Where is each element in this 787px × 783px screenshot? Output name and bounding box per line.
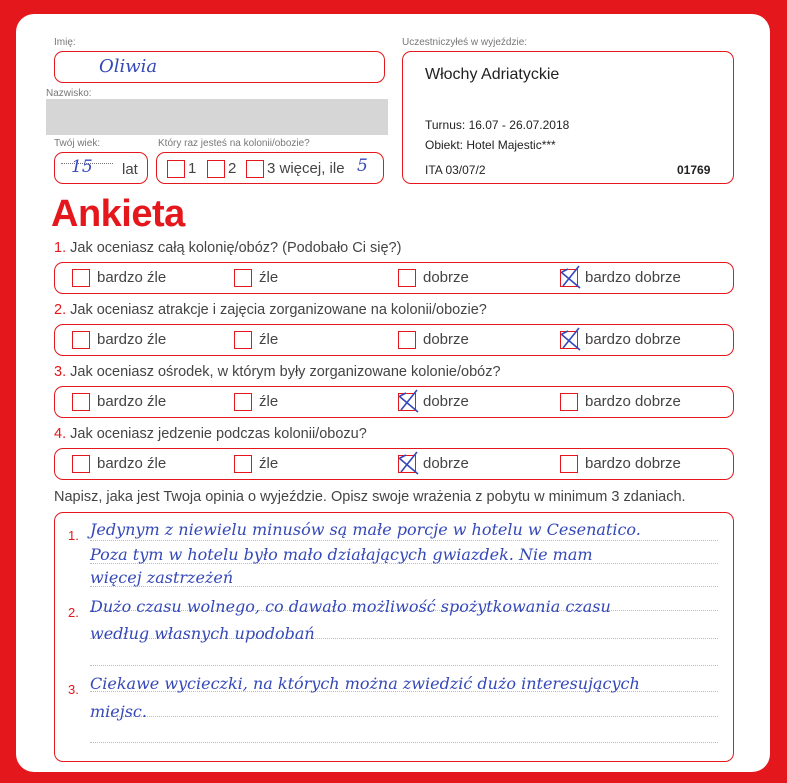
survey-title: Ankieta	[51, 193, 185, 235]
checkmark-x-icon	[397, 388, 421, 414]
age-unit: lat	[122, 161, 138, 178]
trip-info-box	[402, 51, 734, 184]
times-1-label: 1	[188, 160, 197, 177]
opinion-number: 1.	[68, 528, 79, 543]
question-2	[54, 302, 487, 318]
q3-option-c-label: dobrze	[423, 393, 469, 410]
question-number: 4.	[54, 426, 67, 442]
question-text: Jak oceniasz atrakcje i zajęcia zorganizowane na kolonii/obozie?	[70, 302, 487, 318]
writing-line	[90, 716, 718, 717]
q3-option-d-label: bardzo dobrze	[585, 393, 681, 410]
question-text: Jak oceniasz ośrodek, w którym były zorganizowane kolonie/obóz?	[70, 364, 501, 380]
q1-option-c-label: dobrze	[423, 269, 469, 286]
question-number: 1.	[54, 240, 67, 256]
question-3	[54, 364, 501, 380]
name-field[interactable]	[54, 51, 385, 83]
name-value: Oliwia	[99, 56, 158, 77]
question-4	[54, 426, 367, 442]
opinion-handwritten-line: Poza tym w hotelu było mało działających gwiazdek. Nie mam	[90, 545, 593, 564]
opinion-number: 2.	[68, 605, 79, 620]
q1-option-a-label: bardzo źle	[97, 269, 167, 286]
writing-line	[90, 742, 718, 743]
q3-option-a-checkbox[interactable]	[72, 393, 90, 411]
opinion-handwritten-line: Ciekawe wycieczki, na których można zwiedzić dużo interesujących	[90, 674, 640, 693]
name-label: Imię:	[54, 37, 76, 48]
question-text: Jak oceniasz jedzenie podczas kolonii/obozu?	[70, 426, 367, 442]
q3-option-d-checkbox[interactable]	[560, 393, 578, 411]
surname-label: Nazwisko:	[46, 88, 92, 99]
age-value: 15	[71, 157, 93, 177]
q3-option-b-label: źle	[259, 393, 279, 410]
q4-option-b-label: źle	[259, 455, 279, 472]
times-3-checkbox[interactable]	[246, 160, 264, 178]
surname-redacted	[46, 99, 388, 135]
trip-code: ITA 03/07/2	[425, 163, 486, 177]
q4-option-a-label: bardzo źle	[97, 455, 167, 472]
times-count: 5	[357, 156, 368, 176]
q2-option-c-checkbox[interactable]	[398, 331, 416, 349]
q3-option-b-checkbox[interactable]	[234, 393, 252, 411]
opinion-handwritten-line: więcej zastrzeżeń	[90, 568, 234, 587]
participant-label: Uczestniczyłeś w wyjeździe:	[402, 37, 528, 48]
opinion-prompt: Napisz, jaka jest Twoja opinia o wyjeździe. Opisz swoje wrażenia z pobytu w minimum 3 zdaniach.	[54, 489, 686, 505]
trip-obiekt: Obiekt: Hotel Majestic***	[425, 138, 556, 152]
q1-option-a-checkbox[interactable]	[72, 269, 90, 287]
camp-times-label: Który raz jesteś na kolonii/obozie?	[158, 138, 310, 149]
opinion-handwritten-line: Dużo czasu wolnego, co dawało możliwość spożytkowania czasu	[90, 597, 611, 616]
question-number: 2.	[54, 302, 67, 318]
q1-option-c-checkbox[interactable]	[398, 269, 416, 287]
opinion-handwritten-line: Jedynym z niewielu minusów są małe porcje w hotelu w Cesenatico.	[90, 520, 641, 539]
question-text: Jak oceniasz całą kolonię/obóz? (Podobało Ci się?)	[70, 240, 402, 256]
question-number: 3.	[54, 364, 67, 380]
opinion-handwritten-line: miejsc.	[90, 702, 147, 721]
trip-turnus: Turnus: 16.07 - 26.07.2018	[425, 118, 570, 132]
writing-line	[90, 540, 718, 541]
q1-option-b-label: źle	[259, 269, 279, 286]
q3-option-a-label: bardzo źle	[97, 393, 167, 410]
age-field[interactable]	[54, 152, 148, 184]
writing-line	[90, 665, 718, 666]
camp-times-field	[156, 152, 384, 184]
q2-option-d-checkbox[interactable]	[560, 331, 578, 349]
times-1-checkbox[interactable]	[167, 160, 185, 178]
question-1	[54, 240, 401, 256]
times-3-label: 3 więcej, ile	[267, 160, 345, 177]
q2-option-d-label: bardzo dobrze	[585, 331, 681, 348]
q1-option-d-checkbox[interactable]	[560, 269, 578, 287]
opinion-handwritten-line: według własnych upodobań	[90, 624, 315, 643]
opinion-number: 3.	[68, 682, 79, 697]
q4-option-d-label: bardzo dobrze	[585, 455, 681, 472]
q2-option-a-label: bardzo źle	[97, 331, 167, 348]
q2-option-a-checkbox[interactable]	[72, 331, 90, 349]
q1-option-b-checkbox[interactable]	[234, 269, 252, 287]
trip-title: Włochy Adriatyckie	[425, 66, 560, 83]
q4-option-a-checkbox[interactable]	[72, 455, 90, 473]
q2-option-b-checkbox[interactable]	[234, 331, 252, 349]
q4-option-c-checkbox[interactable]	[398, 455, 416, 473]
q1-option-d-label: bardzo dobrze	[585, 269, 681, 286]
q4-option-c-label: dobrze	[423, 455, 469, 472]
q3-option-c-checkbox[interactable]	[398, 393, 416, 411]
q4-option-d-checkbox[interactable]	[560, 455, 578, 473]
checkmark-x-icon	[559, 326, 583, 352]
times-2-checkbox[interactable]	[207, 160, 225, 178]
checkmark-x-icon	[397, 450, 421, 476]
checkmark-x-icon	[559, 264, 583, 290]
trip-number: 01769	[677, 163, 711, 177]
age-label: Twój wiek:	[54, 138, 101, 149]
q2-option-b-label: źle	[259, 331, 279, 348]
times-2-label: 2	[228, 160, 237, 177]
q4-option-b-checkbox[interactable]	[234, 455, 252, 473]
q2-option-c-label: dobrze	[423, 331, 469, 348]
